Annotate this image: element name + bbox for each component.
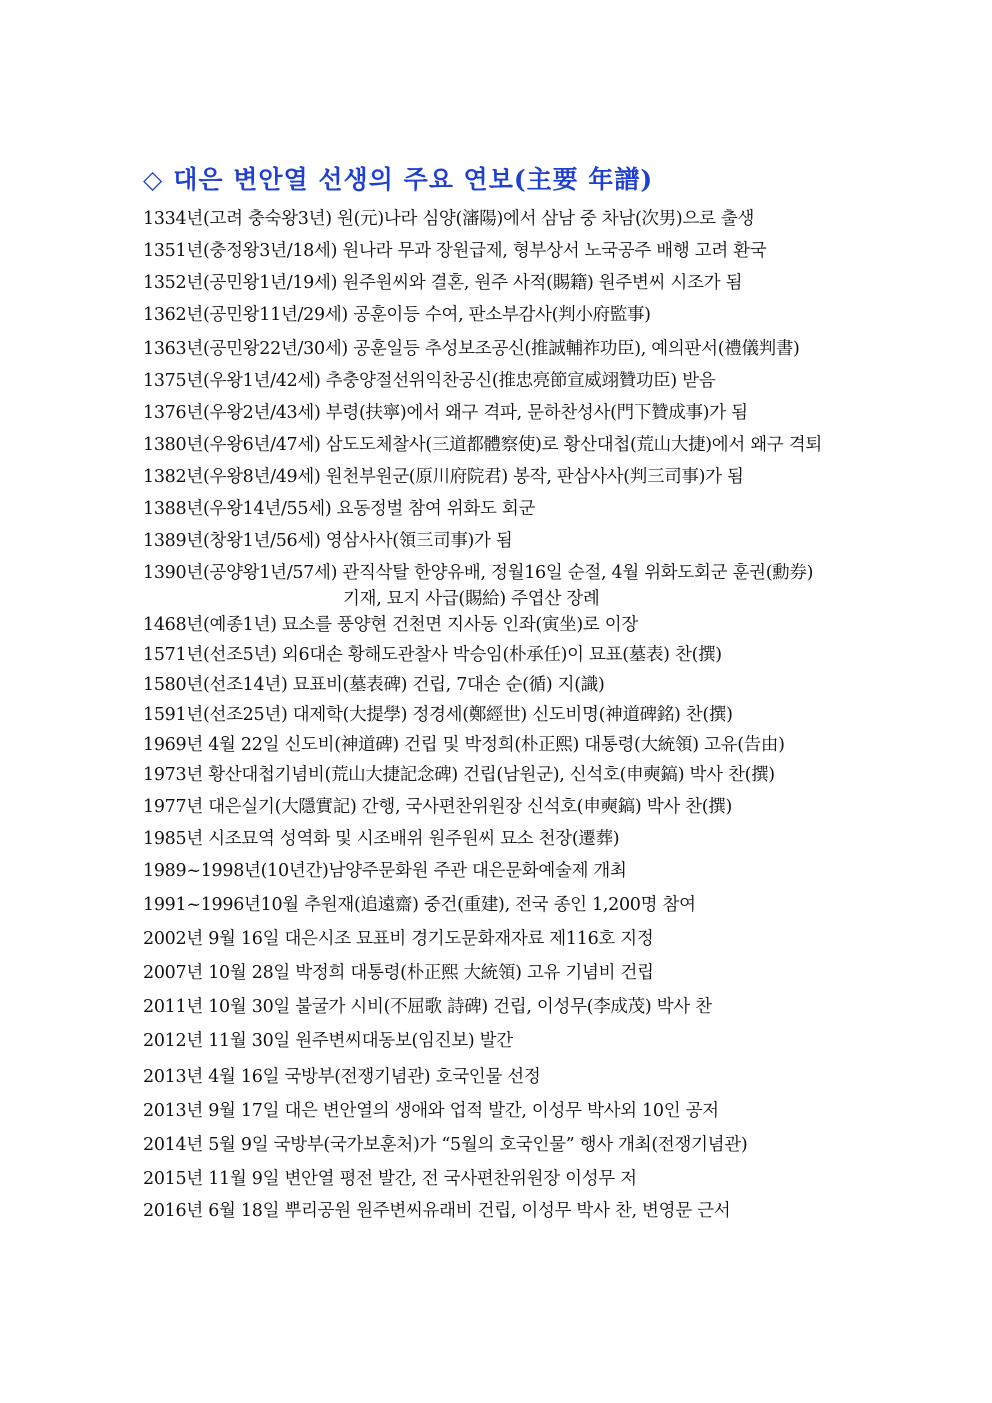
chronology-entry-text: 1985년 시조묘역 성역화 및 시조배위 원주원씨 묘소 천장(遷葬) — [143, 829, 620, 849]
chronology-entry — [143, 1098, 719, 1124]
document-title-text: 대은 변안열 선생의 주요 연보(主要 年譜) — [173, 165, 654, 194]
chronology-entry-text: 1977년 대은실기(大隱實記) 간행, 국사편찬위원장 신석호(申奭鎬) 박사 찬(撰) — [143, 797, 733, 817]
chronology-entry-text: 1375년(우왕1년/42세) 추충양절선위익찬공신(推忠亮節宣威翊贊功臣) 받음 — [143, 371, 716, 391]
chronology-entry-text: 1991~1996년10월 추원재(追遠齋) 중건(重建), 전국 종인 1,200명 참여 — [143, 895, 696, 915]
chronology-entry — [143, 672, 605, 698]
chronology-entry — [143, 270, 742, 296]
chronology-entry-text: 1468년(예종1년) 묘소를 풍양현 건천면 지사동 인좌(寅坐)로 이장 — [143, 615, 638, 635]
chronology-entry — [143, 302, 651, 328]
chronology-entry — [143, 528, 513, 554]
chronology-entry-text: 1376년(우왕2년/43세) 부령(扶寧)에서 왜구 격파, 문하찬성사(門下贊成事)가 됨 — [143, 403, 748, 423]
chronology-entry — [143, 642, 722, 668]
chronology-entry — [143, 1166, 637, 1192]
diamond-icon: ◇ — [143, 165, 164, 194]
chronology-entry-text: 2015년 11월 9일 변안열 평전 발간, 전 국사편찬위원장 이성무 저 — [143, 1169, 637, 1189]
chronology-entry-text: 1334년(고려 충숙왕3년) 원(元)나라 심양(瀋陽)에서 삼남 중 차남(次男)으로 출생 — [143, 209, 755, 229]
chronology-entry-text: 1351년(충정왕3년/18세) 원나라 무과 장원급제, 형부상서 노국공주 배행 고려 환국 — [143, 241, 767, 261]
chronology-entry — [143, 612, 638, 638]
chronology-entry-text: 2016년 6월 18일 뿌리공원 원주변씨유래비 건립, 이성무 박사 찬, 변영문 근서 — [143, 1201, 731, 1221]
chronology-entry — [143, 926, 654, 952]
chronology-entry — [143, 464, 744, 490]
chronology-entry — [143, 368, 715, 394]
chronology-entry-text: 1390년(공양왕1년/57세) 관직삭탈 한양유배, 정월16일 순절, 4월 위화도회군 훈권(勳券) — [143, 563, 814, 583]
chronology-entry-text: 1969년 4월 22일 신도비(神道碑) 건립 및 박정희(朴正熙) 대통령(大統領) 고유(告由) — [143, 735, 785, 755]
document-title — [143, 160, 653, 196]
chronology-entry — [143, 762, 775, 788]
chronology-entry — [143, 432, 822, 458]
chronology-entry — [143, 336, 800, 362]
chronology-entry — [143, 238, 766, 264]
chronology-entry-text: 1362년(공민왕11년/29세) 공훈이등 수여, 판소부감사(判小府監事) — [143, 305, 651, 325]
chronology-entry — [143, 732, 785, 758]
chronology-entry-text: 1973년 황산대첩기념비(荒山大捷記念碑) 건립(남원군), 신석호(申奭鎬) 박사 찬(撰) — [143, 765, 775, 785]
chronology-entry-text: 2013년 4월 16일 국방부(전쟁기념관) 호국인물 선정 — [143, 1067, 541, 1087]
chronology-entry — [143, 206, 754, 232]
chronology-entry-text: 2007년 10월 28일 박정희 대통령(朴正熙 大統領) 고유 기념비 건립 — [143, 963, 654, 983]
chronology-entry — [143, 400, 748, 426]
chronology-entry — [143, 1064, 541, 1090]
chronology-entry — [143, 794, 732, 820]
chronology-entry-text: 1571년(선조5년) 외6대손 황해도관찰사 박승임(朴承任)이 묘표(墓表) 찬(撰) — [143, 645, 722, 665]
chronology-entry — [143, 560, 813, 612]
chronology-entry — [143, 1132, 747, 1158]
chronology-entry — [143, 702, 733, 728]
chronology-entry-text: 1580년(선조14년) 묘표비(墓表碑) 건립, 7대손 순(循) 지(識) — [143, 675, 605, 695]
chronology-entry — [143, 994, 712, 1020]
chronology-entry-text: 1989~1998년(10년간)남양주문화원 주관 대은문화예술제 개최 — [143, 861, 627, 881]
chronology-entry — [143, 892, 696, 918]
chronology-entry-text: 2002년 9월 16일 대은시조 묘표비 경기도문화재자료 제116호 지정 — [143, 929, 654, 949]
chronology-entry-text: 1591년(선조25년) 대제학(大提學) 정경세(鄭經世) 신도비명(神道碑銘) 찬(撰) — [143, 705, 733, 725]
chronology-entry — [143, 960, 654, 986]
chronology-entry — [143, 858, 627, 884]
chronology-entry — [143, 1198, 730, 1224]
chronology-entry — [143, 1028, 513, 1054]
chronology-entry-text: 2013년 9월 17일 대은 변안열의 생애와 업적 발간, 이성무 박사외 10인 공저 — [143, 1101, 719, 1121]
chronology-entry-text: 1363년(공민왕22년/30세) 공훈일등 추성보조공신(推誠輔祚功臣), 예의판서(禮儀判書) — [143, 339, 800, 359]
chronology-entry-text: 2011년 10월 30일 불굴가 시비(不屈歌 詩碑) 건립, 이성무(李成茂) 박사 찬 — [143, 997, 712, 1017]
chronology-entry-text: 1389년(창왕1년/56세) 영삼사사(領三司事)가 됨 — [143, 531, 513, 551]
chronology-entry-continuation: 기재, 묘지 사급(賜給) 주엽산 장례 — [343, 589, 600, 609]
chronology-entry-text: 1388년(우왕14년/55세) 요동정벌 참여 위화도 회군 — [143, 499, 536, 519]
chronology-entry-text: 2012년 11월 30일 원주변씨대동보(임진보) 발간 — [143, 1031, 513, 1051]
chronology-entry-text: 1352년(공민왕1년/19세) 원주원씨와 결혼, 원주 사적(賜籍) 원주변씨 시조가 됨 — [143, 273, 743, 293]
chronology-entry-text: 1380년(우왕6년/47세) 삼도도체찰사(三道都體察使)로 황산대첩(荒山大捷)에서 왜구 격퇴 — [143, 435, 822, 455]
chronology-entry — [143, 496, 535, 522]
chronology-entry-text: 2014년 5월 9일 국방부(국가보훈처)가 “5월의 호국인물” 행사 개최(전쟁기념관) — [143, 1135, 748, 1155]
chronology-entry — [143, 826, 619, 852]
chronology-entry-text: 1382년(우왕8년/49세) 원천부원군(原川府院君) 봉작, 판삼사사(判三司事)가 됨 — [143, 467, 744, 487]
